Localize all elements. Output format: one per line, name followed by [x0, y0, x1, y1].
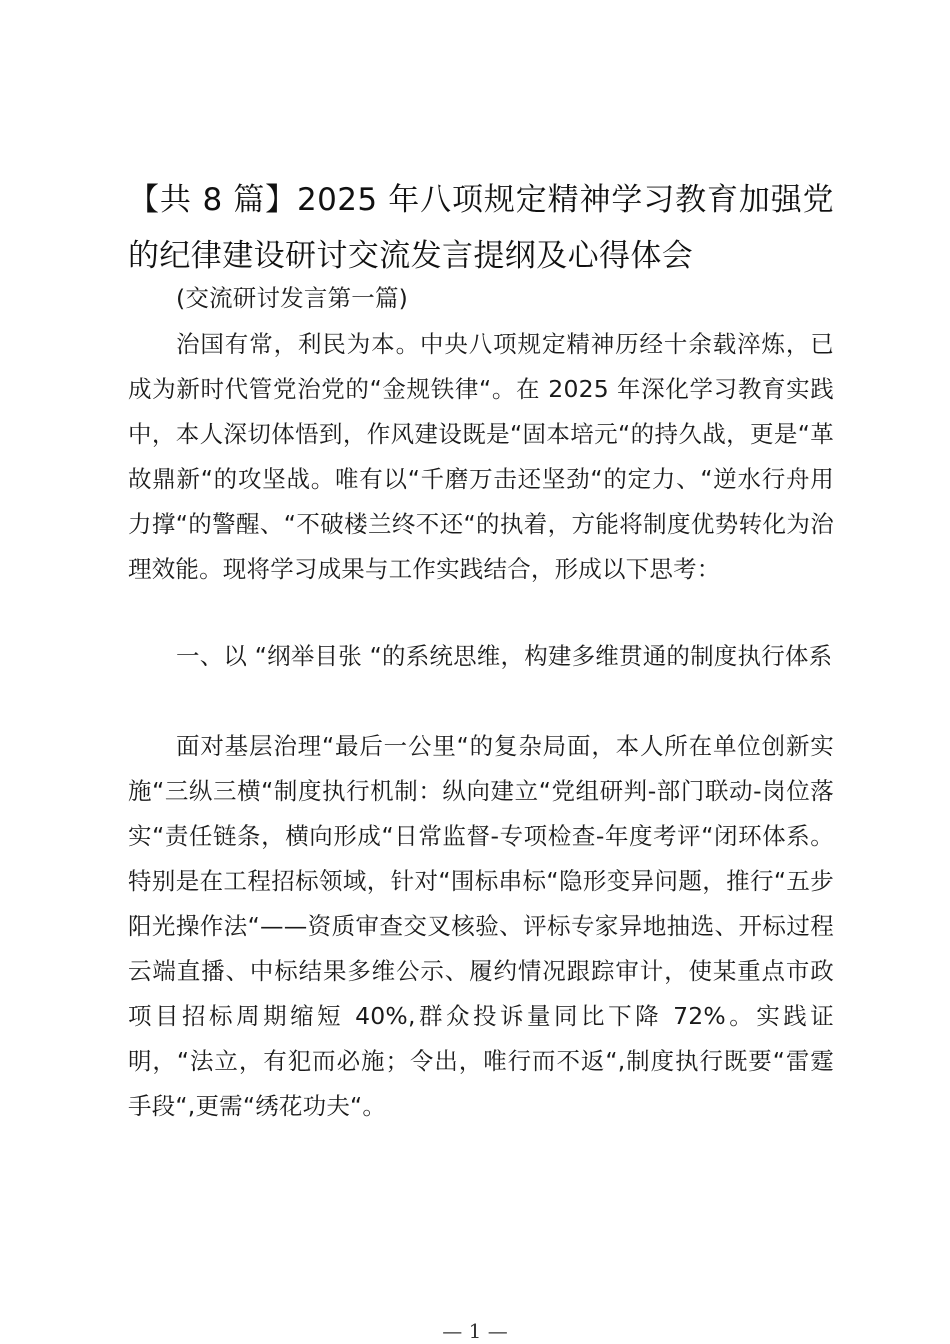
- section-heading-1: 一、以 “纲举目张 “的系统思维，构建多维贯通的制度执行体系: [176, 642, 833, 670]
- document-title: 【共 8 篇】2025 年八项规定精神学习教育加强党的纪律建设研讨交流发言提纲及心得体会: [128, 182, 834, 274]
- document-subtitle: (交流研讨发言第一篇): [176, 284, 409, 312]
- intro-paragraph: 治国有常，利民为本。中央八项规定精神历经十余载淬炼，已成为新时代管党治党的“金规铁律“。在 2025 年深化学习教育实践中，本人深切体悟到，作风建设既是“固本培元“的持久战，更是“革故鼎新“的攻坚战。唯有以“千磨万击还坚劲“的定力、“逆水行舟用力撑“的警醒、“不破楼兰终不还“的执着，方能将制度优势转化为治理效能。现将学习成果与工作实践结合，形成以下思考：: [128, 330, 834, 583]
- section-body-1: 面对基层治理“最后一公里“的复杂局面，本人所在单位创新实施“三纵三横“制度执行机制：纵向建立“党组研判-部门联动-岗位落实“责任链条，横向形成“日常监督-专项检查-年度考评“闭环体系。特别是在工程招标领域，针对“围标串标“隐形变异问题，推行“五步阳光操作法“——资质审查交叉核验、评标专家异地抽选、开标过程云端直播、中标结果多维公示、履约情况跟踪审计，使某重点市政项目招标周期缩短 40%,群众投诉量同比下降 72%。实践证明，“法立，有犯而必施；令出，唯行而不返“,制度执行既要“雷霆手段“,更需“绣花功夫“。: [128, 732, 834, 1120]
- page-number: — 1 —: [442, 1319, 508, 1343]
